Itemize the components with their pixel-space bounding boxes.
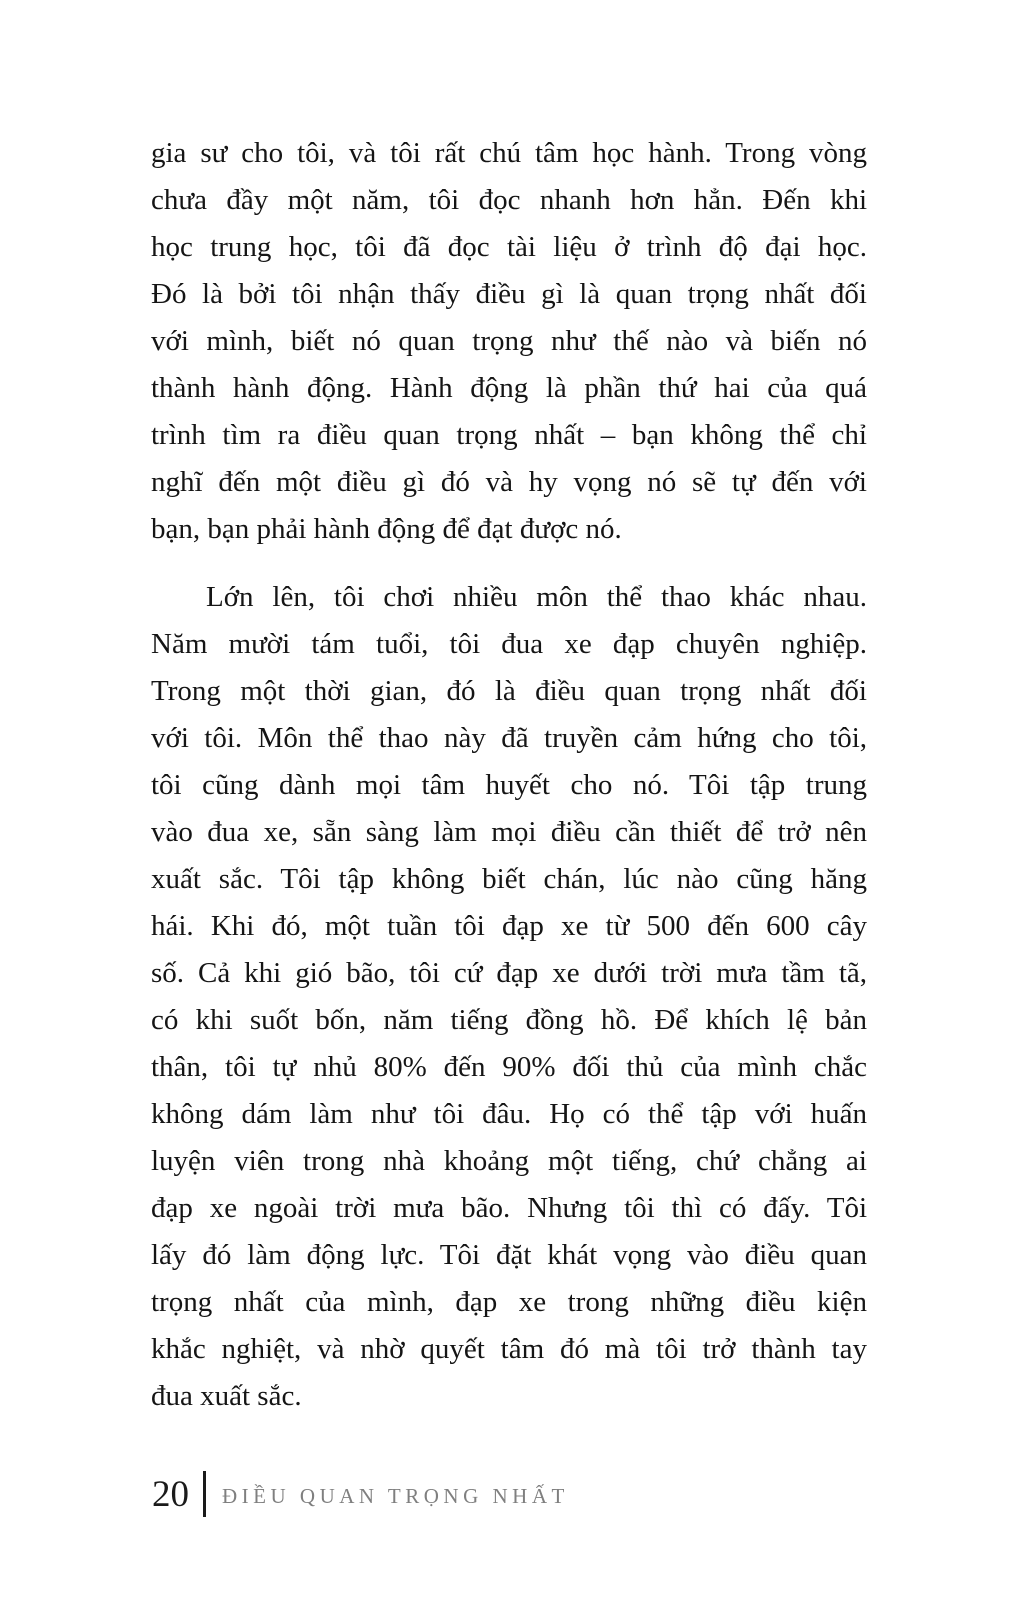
text-line: đạp xe ngoài trời mưa bão. Nhưng tôi thì có đấy. Tôi — [151, 1192, 867, 1224]
text-line: có khi suốt bốn, năm tiếng đồng hồ. Để khích lệ bản — [151, 1004, 867, 1036]
text-line: với tôi. Môn thể thao này đã truyền cảm hứng cho tôi, — [151, 722, 867, 754]
text-line: tôi cũng dành mọi tâm huyết cho nó. Tôi tập trung — [151, 769, 867, 801]
text-line: thành hành động. Hành động là phần thứ hai của quá — [151, 372, 867, 404]
text-line: đua xuất sắc. — [151, 1380, 302, 1412]
text-line: trình tìm ra điều quan trọng nhất – bạn không thể chỉ — [151, 419, 867, 451]
text-line: Năm mười tám tuổi, tôi đua xe đạp chuyên nghiệp. — [151, 628, 867, 660]
text-line: không dám làm như tôi đâu. Họ có thể tập với huấn — [151, 1098, 867, 1130]
text-line: Trong một thời gian, đó là điều quan trọng nhất đối — [151, 675, 867, 707]
text-line: nghĩ đến một điều gì đó và hy vọng nó sẽ tự đến với — [151, 466, 867, 498]
text-line: số. Cả khi gió bão, tôi cứ đạp xe dưới trời mưa tầm tã, — [151, 957, 867, 989]
text-line: khắc nghiệt, và nhờ quyết tâm đó mà tôi trở thành tay — [151, 1333, 867, 1365]
text-line: luyện viên trong nhà khoảng một tiếng, chứ chẳng ai — [151, 1145, 867, 1177]
page-footer — [152, 1468, 569, 1520]
text-line: chưa đầy một năm, tôi đọc nhanh hơn hẳn. Đến khi — [151, 184, 867, 216]
paragraph — [151, 574, 867, 1420]
text-line: học trung học, tôi đã đọc tài liệu ở trình độ đại học. — [151, 231, 867, 263]
text-line: bạn, bạn phải hành động để đạt được nó. — [151, 513, 622, 545]
footer-divider — [203, 1471, 206, 1517]
text-line: hái. Khi đó, một tuần tôi đạp xe từ 500 đến 600 cây — [151, 910, 867, 942]
text-line: thân, tôi tự nhủ 80% đến 90% đối thủ của mình chắc — [151, 1051, 867, 1083]
page-number: 20 — [152, 1473, 189, 1515]
text-line: vào đua xe, sẵn sàng làm mọi điều cần thiết để trở nên — [151, 816, 867, 848]
text-line: xuất sắc. Tôi tập không biết chán, lúc nào cũng hăng — [151, 863, 867, 895]
page-body — [151, 130, 867, 1420]
book-title: ĐIỀU QUAN TRỌNG NHẤT — [222, 1483, 569, 1508]
text-line: lấy đó làm động lực. Tôi đặt khát vọng vào điều quan — [151, 1239, 867, 1271]
paragraph — [151, 130, 867, 553]
text-line: Lớn lên, tôi chơi nhiều môn thể thao khác nhau. — [206, 581, 867, 613]
text-line: Đó là bởi tôi nhận thấy điều gì là quan trọng nhất đối — [151, 278, 867, 310]
text-line: gia sư cho tôi, và tôi rất chú tâm học hành. Trong vòng — [151, 137, 867, 169]
text-line: trọng nhất của mình, đạp xe trong những điều kiện — [151, 1286, 867, 1318]
text-line: với mình, biết nó quan trọng như thế nào và biến nó — [151, 325, 867, 357]
